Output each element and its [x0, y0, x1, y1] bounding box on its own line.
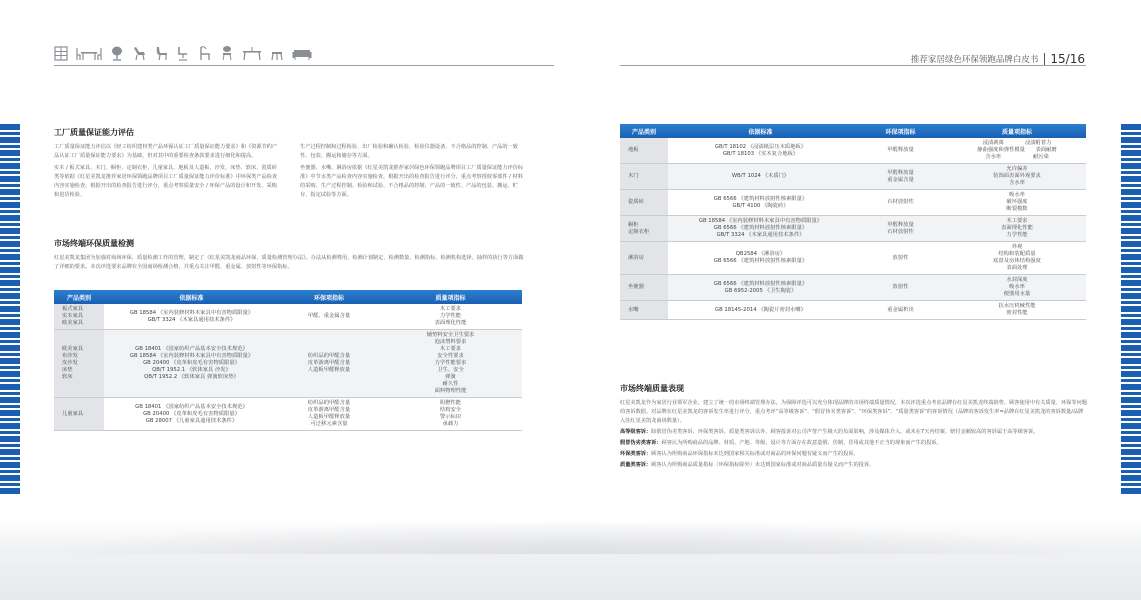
row-category: [620, 164, 668, 190]
row-standards: [668, 275, 853, 301]
row-env-metrics: [279, 398, 379, 431]
row-quality-metrics-line: 装饰面表面外观要求: [993, 173, 1041, 179]
row-quality-metrics-line: 含水率 耐污染: [985, 154, 1049, 160]
row-quality-metrics-line: 结构安全: [439, 407, 462, 413]
table-row: [620, 275, 1086, 301]
row-env-metrics-line: 放射性: [892, 254, 909, 261]
row-standards: [104, 398, 279, 431]
row-category-line: 儿童家具: [62, 410, 84, 417]
factory-col1-para1: 工厂质量保证能力评估以《轻工纺织建材类产品环保认证工厂质量保证能力要求》和《资源节约产品认证工厂质量保证能力要求》为基础，但对其中的重要检查条款要求进行细化和提高。: [54, 144, 278, 159]
sofa-icon: [292, 45, 312, 61]
left-standards-table: [54, 290, 522, 431]
row-env-metrics: [853, 275, 948, 301]
complaint-text: 除假冒伪劣类客诉、环保类客诉、质量类客诉以外，顾客投诉对公司声誉产生极大的负面影响，涉及媒体介入、或未在7天内结案、赔付金额较高的客诉属于高等级客诉。: [651, 429, 1039, 435]
row-category-line: 水嘴: [628, 306, 639, 313]
row-standards-line: GB 18584 《室内装修材料木家具中有害物质限量》: [698, 218, 823, 224]
row-env-metrics-line: 甲醛、重金属含量: [307, 313, 351, 319]
right-table-body: [620, 138, 1086, 320]
col-header-category: 产品类别: [620, 124, 668, 138]
row-standards: [668, 216, 853, 242]
row-env-metrics: [853, 301, 948, 320]
row-standards-line: GB 6566 《建筑材料放射性核素限量》: [713, 225, 808, 231]
row-standards-line: GB 6952-2005 《卫生陶瓷》: [724, 287, 797, 294]
row-env-metrics: [853, 242, 948, 275]
row-quality-metrics: [379, 304, 522, 330]
row-env-metrics: [853, 216, 948, 242]
table-header-row: [54, 290, 522, 304]
table-row: [54, 304, 522, 330]
row-category: [620, 301, 668, 320]
row-quality-metrics-line: 辅垫料安全卫生要求: [426, 332, 475, 338]
complaint-item: [620, 439, 1088, 448]
row-standards-line: GB 20400 《皮革和皮毛有害物质限量》: [143, 410, 240, 417]
row-category-line: 床垫: [62, 367, 73, 373]
complaint-item: [620, 428, 1088, 437]
row-quality-metrics-line: 表面处理: [1006, 265, 1028, 271]
row-category: [620, 138, 668, 164]
row-standards-line: GB/T 18103 《实木复合地板》: [722, 150, 799, 157]
row-quality-metrics-line: 木工要求: [439, 346, 462, 352]
row-quality-metrics-line: 力学性能要求: [434, 360, 467, 366]
dining-table-icon: [242, 45, 262, 61]
row-env-metrics-line: 可迁移元素含量: [310, 421, 348, 427]
row-standards-line: GB 28007 《儿童家具通用技术条件》: [145, 417, 238, 424]
col-header-quality: 质量项指标: [379, 290, 522, 304]
row-quality-metrics-line: 水封深度: [1006, 277, 1028, 283]
tulip-chair-icon: [110, 45, 124, 61]
table-row: [54, 398, 522, 431]
row-standards: [104, 330, 279, 398]
row-quality-metrics-line: 外观: [1011, 244, 1023, 250]
row-quality-metrics-line: 密封性能: [1006, 310, 1028, 316]
row-quality-metrics: [948, 242, 1086, 275]
row-quality-metrics: [948, 216, 1086, 242]
row-standards-line: GB/T 4100 《陶瓷砖》: [732, 202, 789, 209]
table-row: [620, 190, 1086, 216]
complaint-term: 假冒伪劣类客诉：: [620, 440, 662, 446]
row-env-metrics: [853, 190, 948, 216]
row-category: [620, 216, 668, 242]
col-header-standard: 依据标准: [668, 124, 853, 138]
row-quality-metrics-line: 吸水率: [1009, 284, 1025, 290]
row-category-line: 欧美家具: [62, 320, 84, 326]
row-quality-metrics-line: 面料物理性能: [434, 388, 467, 394]
complaint-text: 顾客认为所购商品质量指标（环保指标除外）未达到国家标准或对商品质量有疑义而产生的投诉。: [651, 462, 875, 468]
row-quality-metrics-line: 力学性能: [1006, 232, 1028, 238]
row-standards-line: GB 18145-2014 《陶瓷片密封水嘴》: [714, 306, 807, 313]
row-quality-metrics-line: 耐久性: [442, 381, 459, 387]
dining-set-icon: [76, 45, 102, 61]
row-quality-metrics-line: 抗水压机械性能: [998, 303, 1036, 309]
row-quality-metrics-line: 静曲强度和弹性模量 表面耐磨: [977, 147, 1057, 153]
doc-title: 推荐家居绿色环保领跑品牌白皮书: [910, 55, 1039, 65]
row-quality-metrics-line: 底盘及房体结构强度: [993, 258, 1041, 264]
row-category-line: 软床: [62, 374, 73, 380]
row-standards-line: QB2584 《淋浴房》: [735, 251, 786, 257]
header-rule-left: [54, 65, 554, 66]
row-env-metrics-line: 甲醛释放量: [887, 221, 914, 228]
row-env-metrics: [853, 138, 948, 164]
row-env-metrics-line: 放射性: [892, 284, 909, 290]
row-env-metrics-line: 纺织品的甲醛含量: [307, 353, 351, 359]
row-category-line: 地板: [628, 147, 639, 153]
row-standards-line: QB/T 1952.1 《软体家具 沙发》: [152, 367, 231, 373]
col-header-env: 环保项指标: [853, 124, 948, 138]
row-category-line: 板式家具: [62, 306, 84, 312]
row-quality-metrics: [948, 190, 1086, 216]
col-header-quality: 质量项指标: [948, 124, 1086, 138]
row-category: [620, 275, 668, 301]
furniture-icon-row: [54, 45, 312, 61]
factory-col2-para2: 坐便器、水嘴、淋浴房依据《红星美凯龙推荐家居绿色环保领跑品牌项目工厂质量保证能力评价标准》中节水类产品检查内容实施检查。根据开出的检查报告进行评分，重点考察授权零部件 / 材料的采购、生产过程控制、检验和试验、不合格品的控制、产品的一致性、产品的包装、搬运、贮存、指定试验等方面。: [300, 165, 524, 198]
row-quality-metrics-line: 阻燃性能: [439, 400, 462, 406]
row-standards-line: GB 6566 《建筑材料放射性核素限量》: [713, 258, 808, 264]
header-separator: [1044, 53, 1045, 65]
row-standards-line: GB 18401 《国家纺织产品基本安全技术规范》: [135, 403, 248, 410]
row-standards-line: GB 18584 《室内装修材料木家具中有害物质限量》: [129, 353, 254, 359]
row-env-metrics-line: 甲醛释放量: [887, 169, 914, 176]
row-quality-metrics-line: 力学性能: [439, 313, 462, 319]
row-category: [620, 242, 668, 275]
row-quality-metrics: [948, 301, 1086, 320]
table-row: [620, 216, 1086, 242]
row-standards-line: GB/T 3324 《木家具通用技术条件》: [716, 232, 805, 238]
row-standards-line: GB 18401 《国家纺织产品基本安全技术规范》: [135, 346, 248, 352]
complaint-term: 质量类客诉：: [620, 462, 652, 468]
complaint-text: 顾客认为所购商品的品牌、材质、产地、等级、设计等方面存在故意造假、仿制、冒用或其他不正当的现象而产生的投诉。: [661, 440, 942, 446]
row-category-line: 布沙发: [62, 353, 78, 359]
row-standards-line: GB 20400 《皮革和皮毛有害物质限量》: [143, 360, 240, 366]
row-quality-metrics-line: 断裂模数: [1006, 206, 1028, 212]
row-quality-metrics-line: 破坏强度: [1006, 199, 1028, 205]
row-env-metrics-line: 石材放射性: [887, 228, 914, 235]
row-standards: [668, 164, 853, 190]
row-quality-metrics: [948, 275, 1086, 301]
section-title-market-quality: 市场终端质量表现: [620, 384, 684, 393]
row-category-line: 淋浴房: [628, 254, 644, 261]
left-table-body: [54, 304, 522, 431]
row-category-line: 木门: [628, 173, 639, 179]
row-quality-metrics-line: 木工要求: [439, 306, 462, 312]
row-env-metrics-line: 甲醛释放量: [887, 147, 914, 153]
table-row: [620, 164, 1086, 190]
complaint-term: 高等级客诉：: [620, 429, 652, 435]
row-env-metrics-line: 纺织品的甲醛含量: [307, 400, 351, 406]
complaint-item: [620, 450, 1088, 459]
row-env-metrics: [853, 164, 948, 190]
row-quality-metrics-line: 结构和装配质量: [998, 251, 1036, 257]
col-header-standard: 依据标准: [104, 290, 279, 304]
col-header-category: 产品类别: [54, 290, 104, 304]
market-quality-block: [620, 399, 1088, 470]
complaint-item: [620, 461, 1088, 470]
row-standards-line: GB/T 18102 《浸渍纸层压木质地板》: [714, 143, 807, 150]
row-category: [54, 330, 104, 398]
row-quality-metrics: [948, 164, 1086, 190]
col-header-env: 环保项指标: [279, 290, 379, 304]
right-standards-table: [620, 124, 1086, 320]
row-env-metrics-line: 重金属析出: [887, 306, 914, 313]
row-standards: [668, 138, 853, 164]
row-quality-metrics-line: 表面理化性能: [434, 320, 467, 326]
left-edge-stripes: [0, 124, 20, 496]
row-env-metrics-line: 人造板甲醛释放量: [307, 367, 351, 373]
market-quality-intro: 红星美凯龙作为家居行业领军企业，建立了统一的市场终端管理办法，为保障评选可以充分体现品牌的市场终端质量情况，本次评选重点考虑品牌在红星美凯龙终端销售、顾客使用中有关质量、环保等问题的客诉数据。对品牌在红星美凯龙的客诉发生率进行评分，重点考评“高等级客诉”、“假冒伪劣类客诉”、“环保类客诉”、“质量类客诉”的客诉情况（品牌的客诉发生率=品牌在红星美凯龙的客诉数量/品牌入驻红星美凯龙商场数量）。: [620, 400, 1087, 424]
desk-chair-icon: [176, 45, 190, 61]
row-standards: [668, 190, 853, 216]
row-category-line: 橱柜: [628, 221, 639, 228]
row-env-metrics-line: 皮革游离甲醛含量: [307, 360, 351, 366]
row-category: [54, 304, 104, 330]
row-category-line: 定制衣柜: [628, 228, 650, 235]
row-quality-metrics-line: 吸水率: [1009, 192, 1025, 198]
section-title-market-test: 市场终端环保质量检测: [54, 239, 134, 248]
factory-col2-para1: 生产过程控制和过程检验、出厂检验和确认检验、检验仪器设备、不合格品的控制、产品的一致性、包装、搬运和储存等方面。: [300, 144, 518, 159]
row-standards: [668, 242, 853, 275]
row-env-metrics: [279, 304, 379, 330]
table-row: [620, 242, 1086, 275]
row-category: [620, 190, 668, 216]
row-quality-metrics-line: 允许偏差: [1006, 166, 1028, 172]
table-header-row: [620, 124, 1086, 138]
armchair-icon: [154, 45, 168, 61]
row-env-metrics: [279, 330, 379, 398]
page-number: 15/16: [1050, 52, 1085, 66]
row-quality-metrics-line: 承载力: [442, 421, 459, 427]
row-quality-metrics-line: 安全性要求: [437, 353, 464, 359]
factory-col2: [300, 143, 526, 200]
complaint-text: 顾客认为所购商品环保指标未达到国家相关标准或对商品的环保问题有疑义而产生的投诉。: [651, 451, 859, 457]
row-standards-line: GB 6566 《建筑材料放射性核素限量》: [713, 280, 808, 287]
row-category: [54, 398, 104, 431]
lounge-chair-icon: [132, 45, 146, 61]
row-standards: [668, 301, 853, 320]
row-quality-metrics-line: 泡沫塑料要求: [434, 339, 467, 345]
row-quality-metrics-line: 木工要求: [1006, 218, 1028, 224]
section-title-factory: 工厂质量保证能力评估: [54, 128, 134, 137]
row-standards: [104, 304, 279, 330]
table-row: [620, 138, 1086, 164]
row-env-metrics-line: 石材放射性: [887, 199, 914, 205]
row-standards-line: WB/T 1024 《木质门》: [731, 173, 790, 179]
row-category-line: 实木家具: [62, 313, 84, 319]
complaint-term: 环保类客诉：: [620, 451, 652, 457]
row-quality-metrics: [379, 330, 522, 398]
factory-col1: [54, 143, 282, 200]
factory-col1-para2: 实木 / 板式家具、木门、橱柜、定制衣柜、儿童家具、地板及人造板、沙发、床垫、软床、瓷质砖类等依据《红星美凯龙推荐家居环保领跑品牌项目工厂质量保证能力评价标准》中环保类产品检查内容实施检查。根据开出的检查报告进行评分，重点考察质量安全 / 环保产品的设计和开发、采购和进货检验、: [54, 165, 278, 198]
side-chair-icon: [198, 45, 212, 61]
bookshelf-icon: [54, 45, 68, 61]
row-env-metrics-line: 人造板甲醛释放量: [307, 414, 351, 420]
table-row: [620, 301, 1086, 320]
right-edge-stripes: [1121, 124, 1141, 496]
row-quality-metrics: [379, 398, 522, 431]
chair-icon: [220, 45, 234, 61]
row-quality-metrics-line: 卫生、安全: [437, 367, 464, 373]
row-category-line: 欧美家具: [62, 346, 84, 352]
market-test-body: 红星美凯龙集团为加强对商场环保、质量检测工作的管理，制定了《红星美凯龙商品环保、质量检测管理办法》。办法从检测费用、检测计划制定、检测数量、检测指标、检测机构选择、抽样的执行等方面做了详细的要求。本次评选要求品牌在全国商场检测合格，并重点关注甲醛、重金属、放射性等环保指标。: [54, 255, 524, 270]
row-category-line: 瓷质砖: [628, 199, 644, 205]
row-quality-metrics: [948, 138, 1086, 164]
table-row: [54, 330, 522, 398]
row-standards-line: GB/T 3324 《木家具通用技术条件》: [147, 316, 236, 323]
row-quality-metrics-line: 浸渍剥离 浸渍附着力: [982, 140, 1052, 146]
row-quality-metrics-line: 表面理化性能: [1001, 225, 1033, 231]
row-quality-metrics-line: 警示标识: [439, 414, 462, 420]
row-standards-line: GB 6566 《建筑材料放射性核素限量》: [713, 195, 808, 202]
row-standards-line: QB/T 1952.2 《软体家具 弹簧软床垫》: [144, 374, 239, 380]
row-quality-metrics-line: 弹簧: [445, 374, 456, 380]
row-env-metrics-line: 重金属含量: [887, 176, 914, 183]
page-header: [911, 52, 1085, 66]
row-quality-metrics-line: 含水率: [1009, 180, 1025, 186]
row-category-line: 坐便器: [628, 284, 644, 290]
stool-icon: [270, 45, 284, 61]
row-category-line: 皮沙发: [62, 360, 78, 366]
row-standards-line: GB 18584 《室内装修材料木家具中有害物质限量》: [129, 309, 254, 316]
row-env-metrics-line: 皮革游离甲醛含量: [307, 407, 351, 413]
row-quality-metrics-line: 便器用水量: [1003, 291, 1031, 297]
bottom-decor-band: [0, 520, 1141, 600]
